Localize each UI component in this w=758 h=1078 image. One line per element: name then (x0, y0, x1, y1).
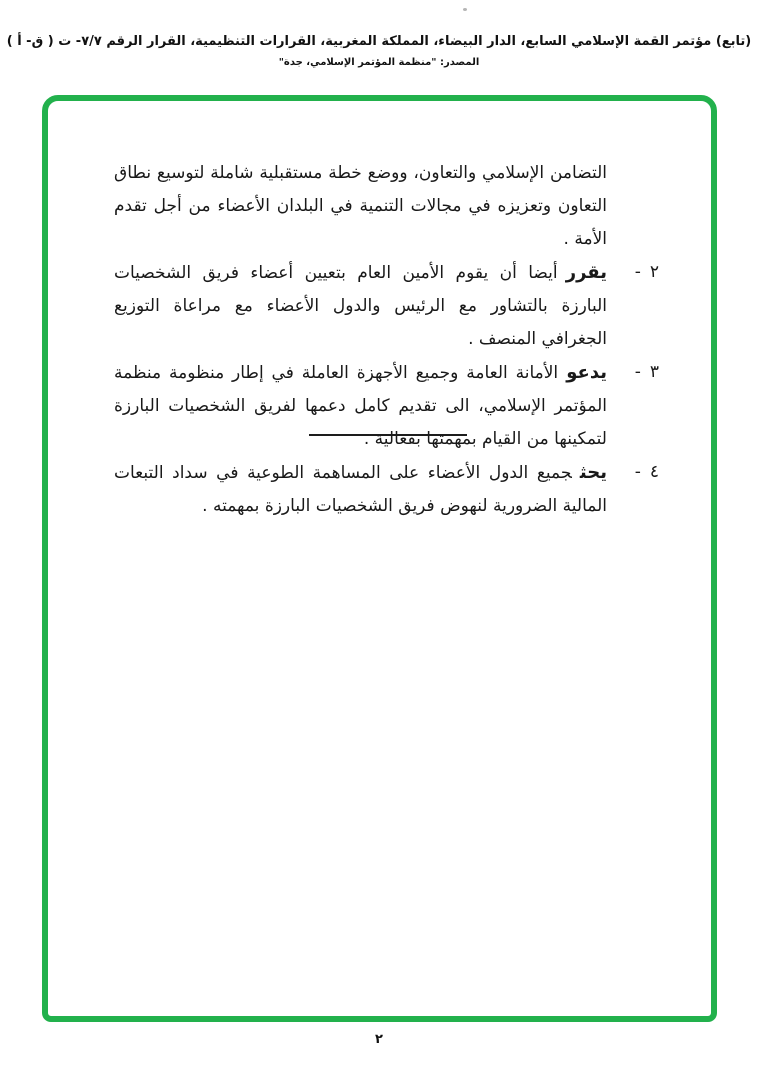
item-marker (621, 456, 659, 523)
item-dash: - (634, 362, 641, 382)
item-number: ٢ (649, 262, 659, 282)
item-body-text: الأمانة العامة وجميع الأجهزة العاملة في إطار منظومة منظمة المؤتمر الإسلامي، الى تقديم كامل دعمها لفريق الشخصيات البارزة لتمكينها من القيام بمهمتها بفعالية . (114, 363, 607, 449)
item-text (114, 256, 607, 356)
item-text (114, 356, 607, 456)
item-lead-word: يقرر (565, 262, 607, 283)
intro-paragraph: التضامن الإسلامي والتعاون، ووضع خطة مستقبلية شاملة لتوسيع نطاق التعاون وتعزيزه في مجالات التنمية في البلدان الأعضاء من أجل تقدم الأمة . (114, 163, 607, 249)
document-body-text (114, 157, 659, 523)
end-of-text-separator (309, 434, 467, 436)
document-header (0, 34, 758, 68)
item-body-text: أيضا أن يقوم الأمين العام بتعيين أعضاء فريق الشخصيات البارزة بالتشاور مع الرئيس والدول الأعضاء مع مراعاة التوزيع الجغرافي المنصف . (114, 263, 607, 349)
page-number: ٢ (375, 1032, 383, 1047)
item-dash: - (634, 462, 641, 482)
item-body-text: جميع الدول الأعضاء على المساهمة الطوعية في سداد التبعات المالية الضرورية لنهوض فريق الشخصيات البارزة بمهمته . (114, 463, 607, 516)
item-marker (621, 256, 659, 356)
resolution-item-2 (114, 256, 659, 356)
header-source-line: المصدر: "منظمة المؤتمر الإسلامي، جدة" (278, 57, 480, 68)
resolution-item-4 (114, 456, 659, 523)
item-number: ٣ (649, 362, 659, 382)
header-citation-line: (تابع) مؤتمر القمة الإسلامي السابع، الدار البيضاء، المملكة المغربية، القرارات التنظيمية، القرار الرقم ٧/٧- ت ( ق- أ ) (6, 34, 752, 49)
scan-artifact-dot (463, 8, 467, 11)
item-dash: - (634, 262, 641, 282)
item-lead-word: يحث (579, 462, 607, 483)
item-marker (621, 356, 659, 456)
resolution-item-3 (114, 356, 659, 456)
green-border-frame (42, 95, 717, 1022)
item-text (114, 456, 607, 523)
item-number: ٤ (649, 462, 659, 482)
item-lead-word: يدعو (566, 362, 607, 383)
